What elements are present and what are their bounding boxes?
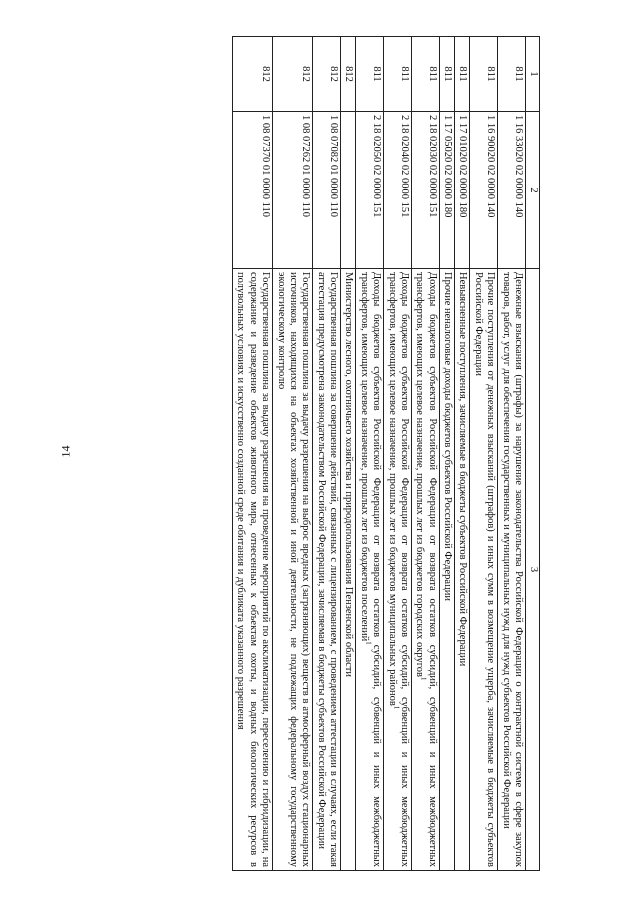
revenue-code-cell: 1 17 05020 02 0000 180	[439, 112, 454, 269]
table-row	[498, 37, 526, 871]
admin-code-cell: 812	[233, 37, 273, 112]
revenue-name-cell	[412, 269, 440, 871]
table-row	[273, 37, 313, 871]
revenue-name-text: Прочие неналоговые доходы бюджетов субъектов Российской Федерации	[442, 272, 454, 601]
revenue-name-text: Денежные взыскания (штрафы) за нарушение законодательства Российской Федерации о контрактной системе в сфере закупок товаров, работ, услуг для обеспечения государственных и муниципальных нужд для нужд субъектов Российской Федерации	[500, 272, 524, 867]
table-row	[470, 37, 498, 871]
revenue-name-text: Министерство лесного, охотничьего хозяйства и природопользования Пензенской области	[343, 272, 355, 677]
revenue-name-cell	[470, 269, 498, 871]
budget-codes-table	[232, 36, 540, 871]
footnote-marker: 1	[419, 676, 428, 681]
admin-code-cell: 812	[273, 37, 313, 112]
admin-code-cell: 812	[313, 37, 341, 112]
header-col-1: 1	[526, 37, 540, 112]
footnote-marker: 1	[392, 705, 401, 710]
table-row	[233, 37, 273, 871]
admin-code-cell: 811	[439, 37, 454, 112]
revenue-code-cell: 1 16 90020 02 0000 140	[470, 112, 498, 269]
admin-code-cell: 811	[455, 37, 470, 112]
revenue-name-text: Невыясненные поступления, зачисляемые в бюджеты субъектов Российской Федерации	[457, 272, 469, 667]
revenue-code-cell: 1 17 01020 02 0000 180	[455, 112, 470, 269]
revenue-code-cell: 2 18 02030 02 0000 151	[412, 112, 440, 269]
admin-code-cell: 811	[470, 37, 498, 112]
table-row	[313, 37, 341, 871]
revenue-name-cell	[498, 269, 526, 871]
budget-table-container	[78, 36, 540, 871]
header-col-2: 2	[526, 112, 540, 269]
revenue-name-cell	[273, 269, 313, 871]
revenue-name-cell	[313, 269, 341, 871]
revenue-code-cell: 1 08 07370 01 0000 110	[233, 112, 273, 269]
admin-code-cell: 811	[356, 37, 384, 112]
page-number: 14	[58, 445, 73, 458]
table-row	[439, 37, 454, 871]
table-row	[341, 37, 356, 871]
revenue-name-text: Доходы бюджетов субъектов Российской Федерации от возврата остатков субсидий, субвенций и иных межбюджетных трансфертов, имеющих целевое назначение, прошлых лет из бюджетов муниципальных районов	[386, 272, 410, 867]
revenue-name-text: Доходы бюджетов субъектов Российской Федерации от возврата остатков субсидий, субвенций и иных межбюджетных трансфертов, имеющих целевое назначение, прошлых лет из бюджетов городских округов	[414, 272, 438, 867]
revenue-code-cell	[341, 112, 356, 269]
revenue-name-cell	[356, 269, 384, 871]
admin-code-cell: 811	[412, 37, 440, 112]
revenue-code-cell: 1 08 07262 01 0000 110	[273, 112, 313, 269]
admin-code-cell: 811	[384, 37, 412, 112]
revenue-name-text: Государственная пошлина за совершение действий, связанных с лицензированием, с проведением аттестации в случаях, если такая аттестация предусмотрена законодательством Российской Федерации, зачисляемая в бюджеты субъектов Российской Федерации	[315, 272, 340, 867]
table-row	[356, 37, 384, 871]
revenue-code-cell: 1 08 07082 01 0000 110	[313, 112, 341, 269]
revenue-name-cell	[439, 269, 454, 871]
revenue-name-cell	[341, 269, 356, 871]
table-header-row	[526, 37, 540, 871]
footnote-marker: 1	[364, 641, 373, 645]
revenue-name-cell	[455, 269, 470, 871]
revenue-name-cell	[233, 269, 273, 871]
revenue-name-cell	[384, 269, 412, 871]
table-row	[455, 37, 470, 871]
revenue-code-cell: 2 18 02040 02 0000 151	[384, 112, 412, 269]
revenue-name-text: Доходы бюджетов субъектов Российской Федерации от возврата остатков субсидий, субвенций и иных межбюджетных трансфертов, имеющих целевое назначение, прошлых лет из бюджетов поселений	[358, 272, 383, 867]
revenue-code-cell: 2 18 02050 02 0000 151	[356, 112, 384, 269]
table-row	[412, 37, 440, 871]
header-col-3: 3	[526, 269, 540, 871]
revenue-name-text: Государственная пошлина за выдачу разрешения на выброс вредных (загрязняющих) веществ в атмосферный воздух стационарных источников, находящихся на объектах хозяйственной и иной деятельности, не подлежащих федеральному государственному экологическому контролю	[275, 272, 312, 867]
revenue-code-cell: 1 16 33020 02 0000 140	[498, 112, 526, 269]
admin-code-cell: 812	[341, 37, 356, 112]
revenue-name-text: Прочие поступления от денежных взысканий (штрафов) и иных сумм в возмещение ущерба, зачисляемые в бюджеты субъектов Российской Федерации	[472, 272, 497, 867]
admin-code-cell: 811	[498, 37, 526, 112]
table-row	[384, 37, 412, 871]
revenue-name-text: Государственная пошлина за выдачу разрешения на проведение мероприятий по акклиматизации, переселению и гибридизации, на содержание и разведение объектов животного мира, отнесенных к объектам охоты, и водных биологических ресурсов в полувольных условиях и искусственно созданной среде обитания и дубликата указанного разрешения	[235, 272, 272, 867]
